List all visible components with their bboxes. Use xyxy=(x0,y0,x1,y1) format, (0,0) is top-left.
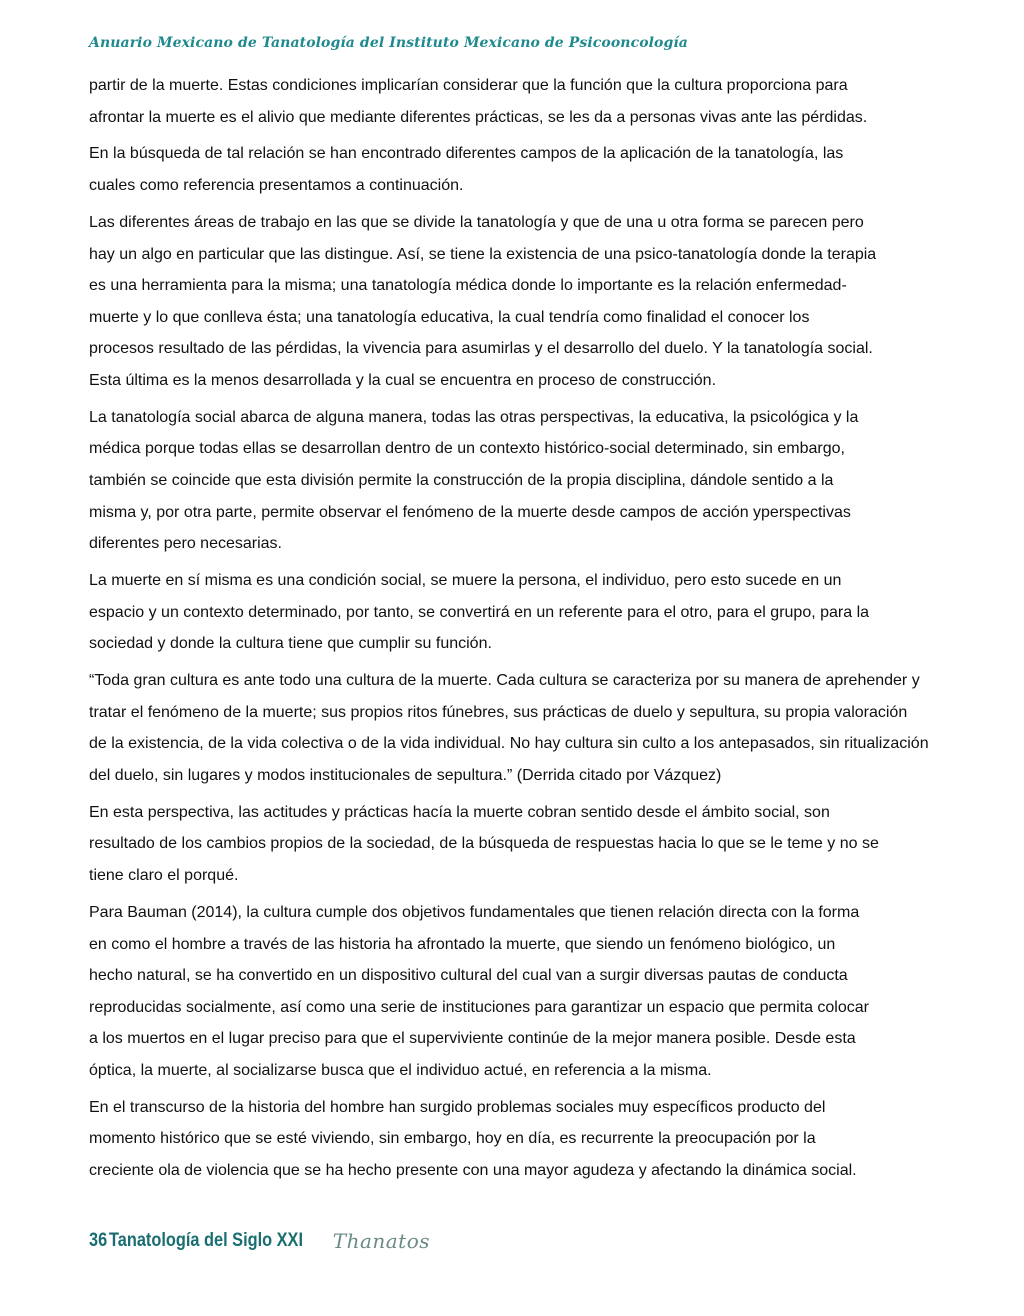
text-line: hay un algo en particular que las distingue. Así, se tiene la existencia de una psico-tanatología donde la terapia xyxy=(89,245,877,263)
text-line: en como el hombre a través de las historia ha afrontado la muerte, que siendo un fenómeno biológico, un xyxy=(89,935,836,953)
text-line: En el transcurso de la historia del hombre han surgido problemas sociales muy específicos producto del xyxy=(89,1098,826,1116)
publication-title: Tanatología del Siglo XXI xyxy=(109,1230,304,1251)
text-line: momento histórico que se esté viviendo, sin embargo, hoy en día, es recurrente la preocupación por la xyxy=(89,1130,816,1148)
text-line: muerte y lo que conlleva ésta; una tanatología educativa, la cual tendría como finalidad el conocer los xyxy=(89,308,810,326)
text-line: La muerte en sí misma es una condición social, se muere la persona, el individuo, pero esto sucede en un xyxy=(89,572,842,590)
text-line: resultado de los cambios propios de la sociedad, de la búsqueda de respuestas hacia lo que se le teme y no se xyxy=(89,835,879,853)
text-line: sociedad y donde la cultura tiene que cumplir su función. xyxy=(89,635,492,653)
text-line: de la existencia, de la vida colectiva o de la vida individual. No hay cultura sin culto a los antepasados, sin ritualización xyxy=(89,735,929,753)
thanatos-logo: Thanatos xyxy=(332,1229,431,1253)
paragraph-8 xyxy=(89,901,1014,1091)
text-line: La tanatología social abarca de alguna manera, todas las otras perspectivas, la educativa, la psicológica y la xyxy=(89,408,859,426)
text-line: cuales como referencia presentamos a continuación. xyxy=(89,177,464,195)
text-line: diferentes pero necesarias. xyxy=(89,535,282,553)
paragraph-7 xyxy=(89,801,1014,896)
text-line: óptica, la muerte, al socializarse busca que el individuo actué, en referencia a la misma. xyxy=(89,1061,712,1079)
text-line: espacio y un contexto determinado, por tanto, se convertirá en un referente para el otro, para el grupo, para la xyxy=(89,603,870,621)
text-line: hecho natural, se ha convertido en un dispositivo cultural del cual van a surgir diversas pautas de conducta xyxy=(89,967,848,985)
paragraph-4 xyxy=(89,406,1014,564)
text-line: es una herramienta para la misma; una tanatología médica donde lo importante es la relación enfermedad- xyxy=(89,277,847,295)
paragraph-9 xyxy=(89,1096,1014,1191)
text-line: Para Bauman (2014), la cultura cumple dos objetivos fundamentales que tienen relación directa con la forma xyxy=(89,903,860,921)
text-line: a los muertos en el lugar preciso para que el superviviente continúe de la mejor manera posible. Desde esta xyxy=(89,1030,856,1048)
paragraph-5 xyxy=(89,569,1014,664)
text-line: “Toda gran cultura es ante todo una cultura de la muerte. Cada cultura se caracteriza por su manera de aprehender y xyxy=(89,672,920,690)
text-line: En esta perspectiva, las actitudes y prácticas hacía la muerte cobran sentido desde el ámbito social, son xyxy=(89,803,830,821)
paragraph-2 xyxy=(89,142,1014,205)
page-number: 36 xyxy=(89,1230,108,1251)
text-line: partir de la muerte. Estas condiciones implicarían considerar que la función que la cultura proporciona para xyxy=(89,77,848,94)
paragraph-3 xyxy=(89,211,1014,401)
text-line: misma y, por otra parte, permite observar el fenómeno de la muerte desde campos de acción yperspectivas xyxy=(89,503,851,521)
text-line: tratar el fenómeno de la muerte; sus propios ritos fúnebres, sus prácticas de duelo y sepultura, su propia valoración xyxy=(89,703,908,721)
article-body xyxy=(89,74,1014,1196)
text-line: reproducidas socialmente, así como una serie de instituciones para garantizar un espacio que permita colocar xyxy=(89,998,869,1016)
journal-header: Anuario Mexicano de Tanatología del Instituto Mexicano de Psicooncología xyxy=(89,35,688,51)
text-line: En la búsqueda de tal relación se han encontrado diferentes campos de la aplicación de la tanatología, las xyxy=(89,145,844,163)
text-line: también se coincide que esta división permite la construcción de la propia disciplina, dándole sentido a la xyxy=(89,472,834,490)
quote-paragraph xyxy=(89,669,1014,795)
text-line: procesos resultado de las pérdidas, la vivencia para asumirlas y el desarrollo del duelo. Y la tanatología social. xyxy=(89,340,873,358)
text-line: médica porque todas ellas se desarrollan dentro de un contexto histórico-social determinado, sin embargo, xyxy=(89,440,845,458)
text-line: Esta última es la menos desarrollada y la cual se encuentra en proceso de construcción. xyxy=(89,371,717,389)
page-footer xyxy=(89,1229,430,1253)
text-line: Las diferentes áreas de trabajo en las que se divide la tanatología y que de una u otra forma se parecen pero xyxy=(89,213,864,231)
text-line: afrontar la muerte es el alivio que mediante diferentes prácticas, se les da a personas vivas ante las pérdidas. xyxy=(89,108,868,126)
text-line: creciente ola de violencia que se ha hecho presente con una mayor agudeza y afectando la dinámica social. xyxy=(89,1161,857,1179)
text-line: tiene claro el porqué. xyxy=(89,867,239,885)
paragraph-1 xyxy=(89,74,1014,137)
text-line: del duelo, sin lugares y modos institucionales de sepultura.” (Derrida citado por Vázquez) xyxy=(89,766,722,784)
